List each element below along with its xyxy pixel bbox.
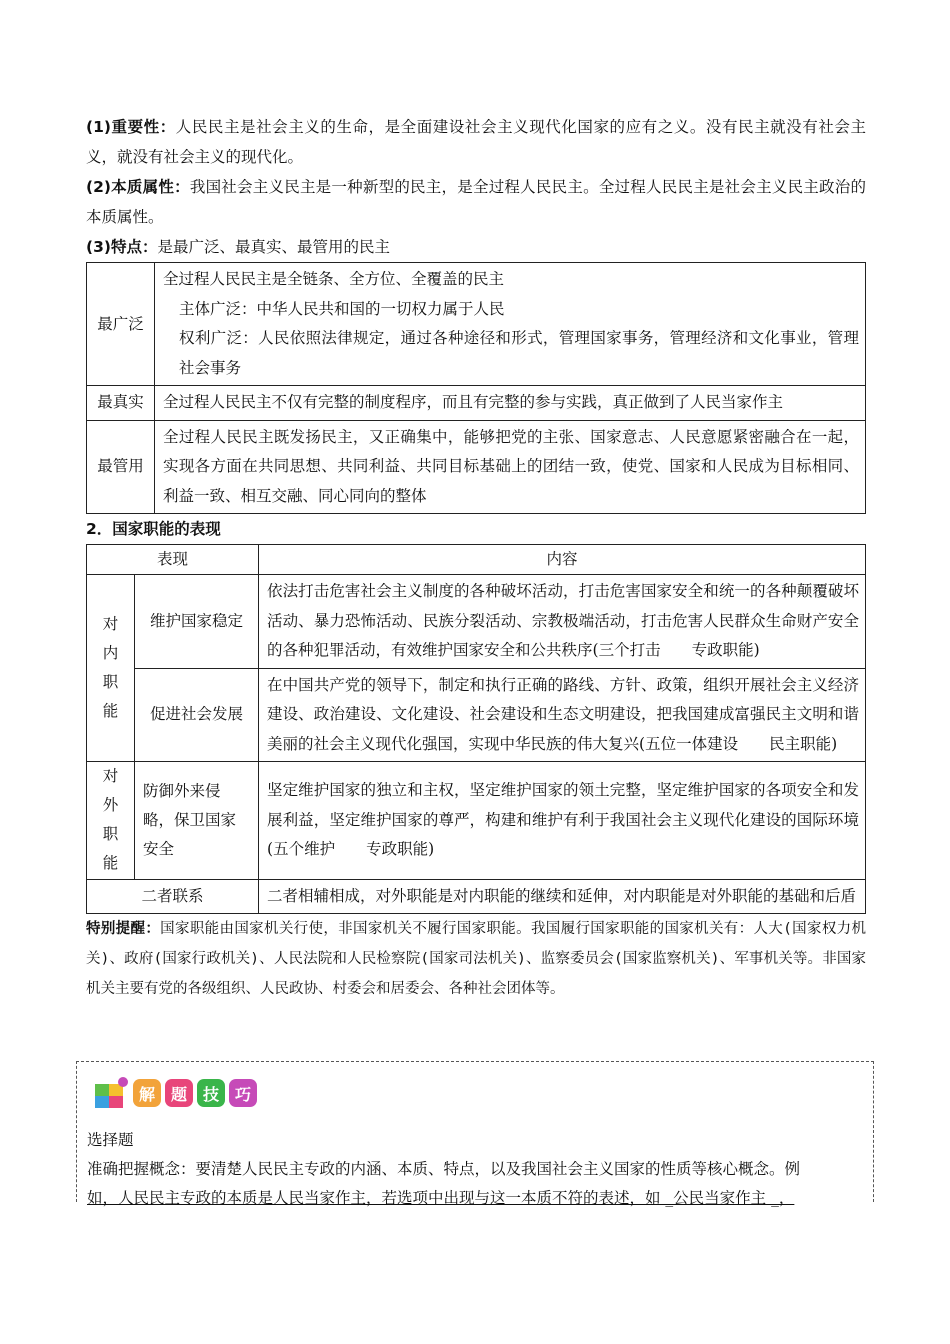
column-header: 内容 (259, 545, 866, 575)
column-header: 表现 (87, 545, 259, 575)
special-note: 特别提醒：国家职能由国家机关行使，非国家机关不履行国家职能。我国履行国家职能的国家机关有：人大(国家权力机关)、政府(国家行政机关)、人民法院和人民检察院(国家司法机关)、监察委员会(国家监察机关)、军事机关等。非国家机关主要有党的各级组织、人民政协、村委会和居委会、各种社会团体等。 (86, 921, 867, 997)
feature-label: 最真实 (87, 386, 155, 421)
internal-functions-label: 对内职能 (102, 615, 119, 720)
feature-line: 全过程人民民主是全链条、全方位、全覆盖的民主 (163, 270, 505, 288)
relation-content: 二者相辅相成，对外职能是对内职能的继续和延伸，对内职能是对外职能的基础和后盾 (259, 879, 866, 914)
function-content: 依法打击危害社会主义制度的各种破坏活动，打击危害国家安全和统一的各种颠覆破坏活动、暴力恐怖活动、民族分裂活动、宗教极端活动，打击危害人民群众生命财产安全的各种犯罪活动，有效维护国家安全和公共秩序(三个打击 专政职能) (259, 575, 866, 669)
tips-badge-char: 题 (165, 1079, 193, 1107)
tips-text-line: 如，人民民主专政的本质是人民当家作主，若选项中出现与这一本质不符的表述，如 _公民当家作主 _， (87, 1189, 795, 1207)
tips-badge-char: 技 (197, 1079, 225, 1107)
tips-box (76, 1061, 874, 1207)
feature-label: 最广泛 (87, 263, 155, 386)
feature-line: 全过程人民民主不仅有完整的制度程序，而且有完整的参与实践，真正做到了人民当家作主 (163, 393, 784, 411)
relation-label: 二者联系 (87, 879, 259, 914)
table-row (87, 386, 866, 421)
table-row (87, 575, 866, 669)
external-functions-label: 对外职能 (102, 767, 119, 873)
feature-line: 全过程人民民主既发扬民主，又正确集中，能够把党的主张、国家意志、人民意愿紧密融合在一起，实现各方面在共同思想、共同利益、共同目标基础上的团结一致，使党、国家和人民成为目标相同、利益一致、相互交融、同心同向的整体 (163, 427, 859, 505)
table-row (87, 263, 866, 386)
feature-line: 权利广泛：人民依照法律规定，通过各种途径和形式，管理国家事务，管理经济和文化事业，管理社会事务 (179, 329, 859, 377)
feature-label: 最管用 (87, 420, 155, 514)
function-name: 促进社会发展 (135, 668, 259, 762)
document-page (86, 112, 866, 1004)
table-row (87, 668, 866, 762)
functions-table (86, 544, 866, 914)
table-header-row (87, 545, 866, 575)
function-content: 在中国共产党的领导下，制定和执行正确的路线、方针、政策，组织开展社会主义经济建设、政治建设、文化建设、社会建设和生态文明建设，把我国建成富强民主文明和谐美丽的社会主义现代化强国，实现中华民族的伟大复兴(五位一体建设 民主职能) (259, 668, 866, 762)
function-content: 坚定维护国家的独立和主权，坚定维护国家的领土完整，坚定维护国家的各项安全和发展利益，坚定维护国家的尊严，构建和维护有利于我国社会主义现代化建设的国际环境(五个维护 专政职能) (259, 762, 866, 880)
function-name: 维护国家稳定 (135, 575, 259, 669)
features-table (86, 262, 866, 514)
puzzle-icon (93, 1076, 133, 1110)
tips-badge-char: 解 (133, 1079, 161, 1107)
table-row (87, 762, 866, 880)
importance-paragraph: (1)重要性：人民民主是社会主义的生命，是全面建设社会主义现代化国家的应有之义。没有民主就没有社会主义，就没有社会主义的现代化。 (86, 118, 866, 166)
feature-line: 主体广泛：中华人民共和国的一切权力属于人民 (179, 299, 505, 318)
table-row (87, 879, 866, 914)
table-row (87, 420, 866, 514)
section-title: 2．国家职能的表现 (86, 520, 221, 538)
question-type: 选择题 (87, 1131, 134, 1149)
tips-badge-char: 巧 (229, 1079, 257, 1107)
tips-badge (93, 1076, 261, 1110)
tips-text-line: 准确把握概念：要清楚人民民主专政的内涵、本质、特点，以及我国社会主义国家的性质等核心概念。例 (87, 1160, 801, 1178)
function-name: 防御外来侵略，保卫国家安全 (135, 762, 259, 880)
features-paragraph: (3)特点：是最广泛、最真实、最管用的民主 (86, 238, 390, 256)
essence-paragraph: (2)本质属性：我国社会主义民主是一种新型的民主，是全过程人民民主。全过程人民民主是社会主义民主政治的本质属性。 (86, 178, 866, 226)
